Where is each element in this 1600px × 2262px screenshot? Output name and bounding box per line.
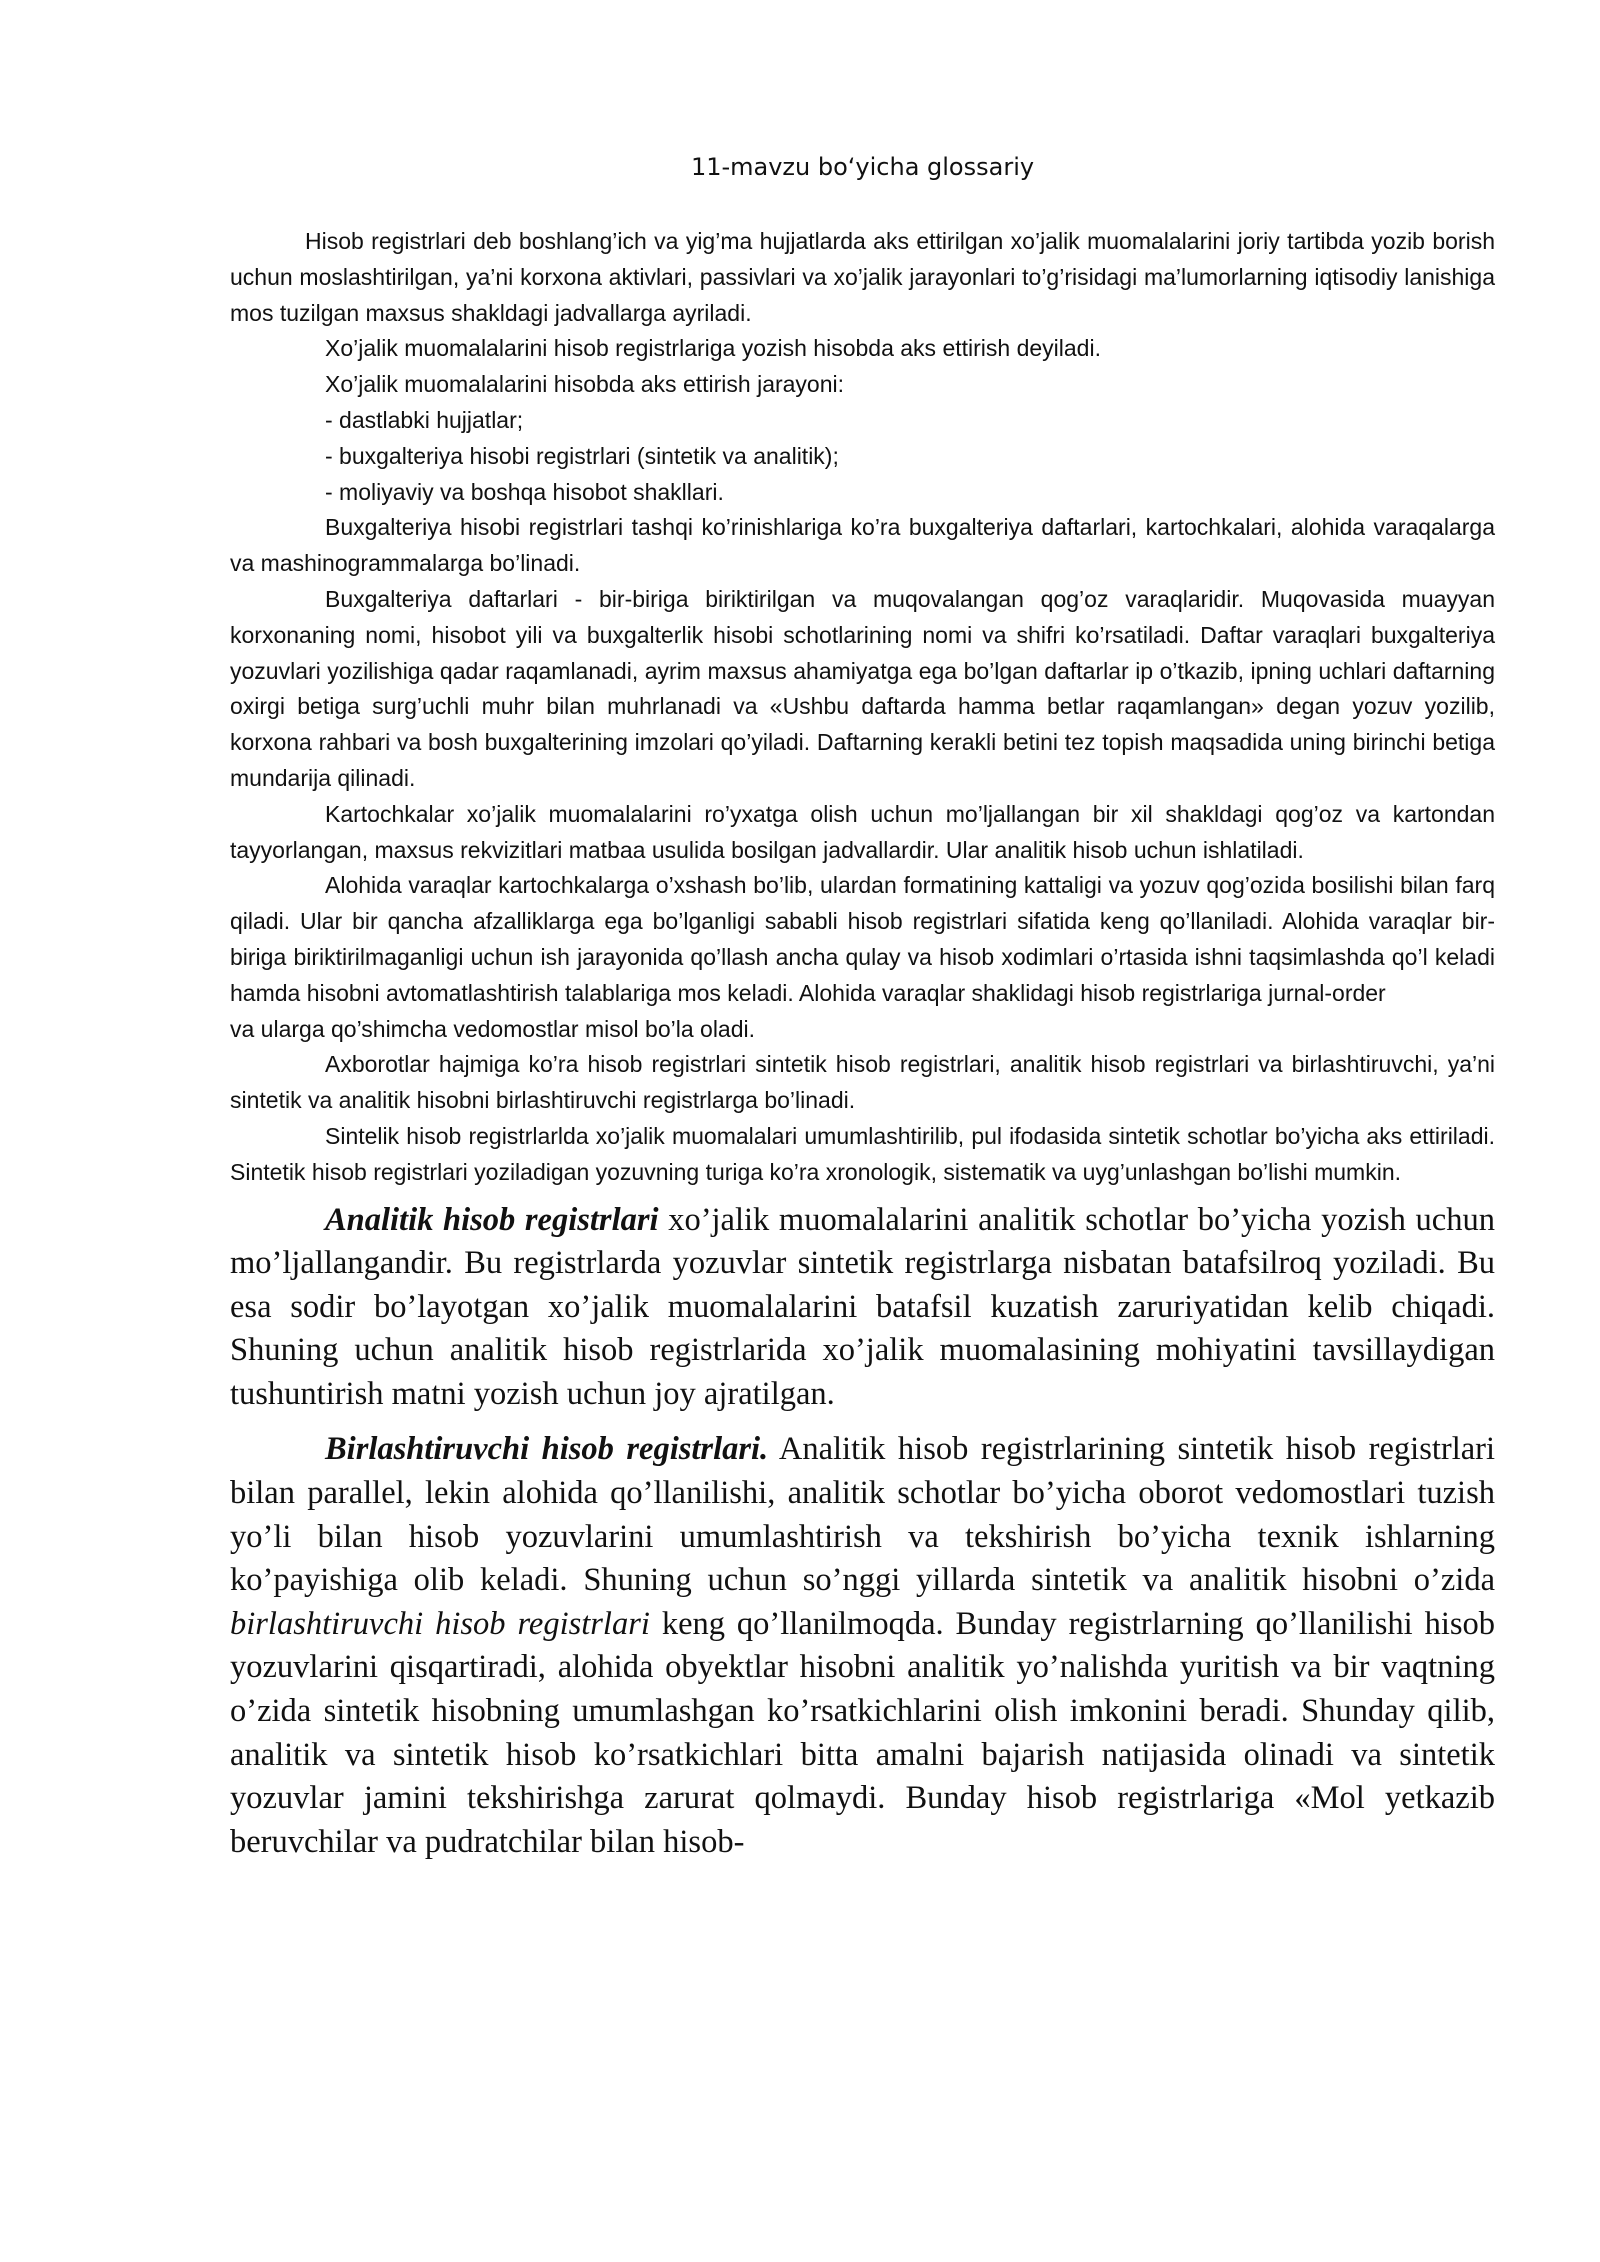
term-birlashtiruvchi: Birlashtiruvchi hisob registrlari.: [325, 1431, 769, 1468]
text-birlashtiruvchi-italic: birlashtiruvchi hisob registrlari: [230, 1605, 650, 1642]
paragraph-daftarlar: Buxgalteriya daftarlari - bir-biriga biriktirilgan va muqovalangan qog’oz varaqlaridir. Muqovasida muayyan korxonaning nomi, hisobot yili va buxgalterlik hisobi schotlarining nomi va shifri ko’rsatiladi. Daftar varaqlari buxgalteriya yozuvlari yozilishiga qadar raqamlanadi, ayrim maxsus ahamiyatga ega bo’lgan daftarlar ip o’tkazib, ipning uchlari daftarning oxirgi betiga surg’uchli muhr bilan muhrlanadi va «Ushbu daftarda hamma betlar raqamlangan» degan yozuv yozilib, korxona rahbari va bosh buxgalterining imzolari qo’yiladi. Daftarning kerakli betini tez topish maqsadida uning birinchi betiga mundarija qilinadi.: [230, 585, 1495, 791]
paragraph-jarayon: Xo’jalik muomalalarini hisobda aks ettirish jarayoni:: [325, 371, 845, 398]
paragraph-vedomostlar: va ularga qo’shimcha vedomostlar misol bo’la oladi.: [230, 1015, 756, 1042]
list-item: - moliyaviy va boshqa hisobot shakllari.: [325, 478, 724, 505]
paragraph-analitik-registrlar: [230, 1199, 1495, 1417]
paragraph-axborotlar-hajmi: Axborotlar hajmiga ko’ra hisob registrlari sintetik hisob registrlari, analitik hisob registrlari va birlashtiruvchi, ya’ni sintetik va analitik hisobni birlashtiruvchi registrlarga bo’linadi.: [230, 1051, 1495, 1114]
paragraph-alohida-varaqlar: Alohida varaqlar kartochkalarga o’xshash bo’lib, ulardan formatining kattaligi va yozuv qog’ozida bosilishi bilan farq qiladi. Ular bir qancha afzalliklarga ega bo’lganligi sababli hisob registrlari sifatida keng qo’llaniladi. Alohida varaqlar bir-biriga biriktirilmaganligi uchun ish jarayonida qo’llash ancha qulay va hisob xodimlari o’rtasida ishni taqsimlashda qo’l keladi hamda hisobni avtomatlashtirish talablariga mos keladi. Alohida varaqlar shaklidagi hisob registrlariga jurnal-order: [230, 872, 1495, 1006]
paragraph-aks-ettirish: Xo’jalik muomalalarini hisob registrlariga yozish hisobda aks ettirish deyiladi.: [325, 335, 1101, 362]
paragraph-hisob-registrlari: Hisob registrlari deb boshlang’ich va yig’ma hujjatlarda aks ettirilgan xo’jalik muomalalarini joriy tartibda yozib borish uchun moslashtirilgan, ya’ni korxona aktivlari, passivlari va xo’jalik jarayonlari to’g’risidagi ma’lumorlarning iqtisodiy lanishiga mos tuzilgan maxsus shakldagi jadvallarga ayriladi.: [230, 228, 1495, 326]
paragraph-birlashtiruvchi-registrlar: [230, 1428, 1495, 1864]
text-analitik: xo’jalik muomalalarini analitik schotlar bo’yicha yozish uchun mo’ljallangandir. Bu registrlarda yozuvlar sintetik registrlarga nisbatan batafsilroq yoziladi. Bu esa sodir bo’layotgan xo’jalik muomalalarini batafsil kuzatish zaruriyatidan kelib chiqadi. Shuning uchun analitik hisob registrlarida xo’jalik muomalasining mohiyatini tavsillaydigan tushuntirish matni yozish uchun joy ajratilgan.: [230, 1201, 1495, 1412]
paragraph-kartochkalar: Kartochkalar xo’jalik muomalalarini ro’yxatga olish uchun mo’ljallangan bir xil shakldagi qog’oz va kartondan tayyorlangan, maxsus rekvizitlari matbaa usulida bosilgan jadvallardir. Ular analitik hisob uchun ishlatiladi.: [230, 800, 1495, 863]
paragraph-sintetik-registrlar: Sintelik hisob registrlarlda xo’jalik muomalalari umumlashtirilib, pul ifodasida sintetik schotlar bo’yicha aks ettiriladi. Sintetik hisob registrlari yoziladigan yozuvning turiga ko’ra xronologik, sistematik va uyg’unlashgan bo’lishi mumkin.: [230, 1122, 1495, 1185]
text-birlashtiruvchi-b: keng qo’llanilmoqda. Bunday registrlarning qo’llanilishi hisob yozuvlarini qisqartiradi, alohida obyektlar hisobni analitik yo’nalishda yuritish va bir vaqtning o’zida sintetik hisobning umumlashgan ko’rsatkichlarini olish imkonini beradi. Shunday qilib, analitik va sintetik hisob ko’rsatkichlari bitta amalni bajarish natijasida olinadi va sintetik yozuvlar jamini tekshirishga zarurat qolmaydi. Bunday hisob registrlariga «Mol yetkazib beruvchilar va pudratchilar bilan hisob-: [230, 1605, 1496, 1860]
detail-section: [230, 1199, 1495, 1865]
document-title: 11-mavzu bo‘yicha glossariy: [690, 153, 1035, 181]
text-birlashtiruvchi-a: Analitik hisob registrlarining sintetik hisob registrlari bilan parallel, lekin alohida qo’llanilishi, analitik schotlar bo’yicha oborot vedomostlari tuzish yo’li bilan hisob yozuvlarini umumlashtirish va tekshirish bo’yicha texnik ishlarning ko’payishiga olib keladi. Shuning uchun so’nggi yillarda sintetik va analitik hisobni o’zida: [230, 1431, 1495, 1599]
list-item: - dastlabki hujjatlar;: [325, 406, 524, 433]
paragraph-registr-turlari: Buxgalteriya hisobi registrlari tashqi ko’rinishlariga ko’ra buxgalteriya daftarlari, kartochkalari, alohida varaqalarga va mashinogrammalarga bo’linadi.: [230, 514, 1495, 577]
list-item: - buxgalteriya hisobi registrlari (sintetik va analitik);: [325, 442, 839, 469]
glossary-section: [230, 224, 1495, 1191]
document-page: [230, 150, 1495, 1864]
term-analitik: Analitik hisob registrlari: [325, 1201, 659, 1238]
